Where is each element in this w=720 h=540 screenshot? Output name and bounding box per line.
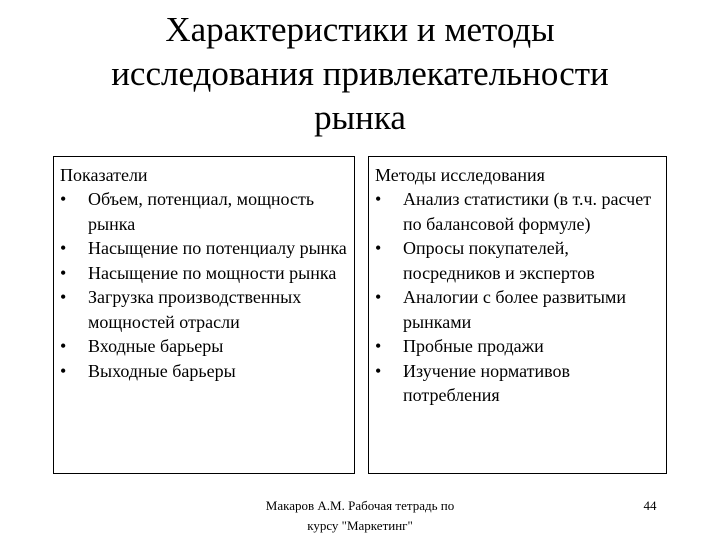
indicators-list xyxy=(60,187,354,383)
list-item xyxy=(60,236,354,261)
list-item-text: Объем, потенциал, мощность рынка xyxy=(88,189,315,234)
list-item-text: Насыщение по потенциалу рынка xyxy=(88,238,347,258)
slide-title xyxy=(60,8,660,140)
bullet-icon: • xyxy=(375,238,382,258)
indicators-heading: Показатели xyxy=(60,165,148,185)
list-item xyxy=(60,261,354,286)
list-item xyxy=(60,334,354,359)
list-item-text: Входные барьеры xyxy=(88,336,224,356)
bullet-icon: • xyxy=(375,360,382,381)
methods-box xyxy=(368,156,667,474)
list-item-text: Анализ статистики (в т.ч. расчет по балансовой формуле) xyxy=(403,189,652,234)
bullet-icon: • xyxy=(60,189,67,209)
list-item xyxy=(375,236,666,285)
methods-list xyxy=(375,187,666,408)
list-item-text: Пробные продажи xyxy=(403,336,544,356)
methods-heading: Методы исследования xyxy=(375,165,545,185)
list-item-text: Загрузка производственных мощностей отрасли xyxy=(88,287,302,332)
bullet-icon: • xyxy=(60,360,67,381)
list-item xyxy=(60,359,354,384)
list-item-text: Изучение нормативов потребления xyxy=(403,360,571,405)
bullet-icon: • xyxy=(60,262,67,283)
slide-title-line: Характеристики и методы xyxy=(165,10,555,49)
bullet-icon: • xyxy=(60,238,67,258)
list-item-text: Выходные барьеры xyxy=(88,360,236,381)
slide-title-line: исследования привлекательности xyxy=(111,54,609,93)
list-item-text: Аналогии с более развитыми рынками xyxy=(403,287,626,332)
indicators-box xyxy=(53,156,355,474)
footer-caption xyxy=(240,496,480,536)
list-item xyxy=(375,285,666,334)
bullet-icon: • xyxy=(375,287,382,307)
list-item xyxy=(375,187,666,236)
list-item-text: Опросы покупателей, посредников и экспертов xyxy=(403,238,595,283)
page-number: 44 xyxy=(643,498,657,513)
list-item-text: Насыщение по мощности рынка xyxy=(88,262,337,283)
list-item xyxy=(375,334,666,359)
list-item xyxy=(60,187,354,236)
footer-line: Макаров А.М. Рабочая тетрадь по xyxy=(265,498,455,513)
slide-title-line: рынка xyxy=(314,98,406,137)
bullet-icon: • xyxy=(375,189,382,209)
bullet-icon: • xyxy=(60,336,67,356)
bullet-icon: • xyxy=(375,336,382,356)
list-item xyxy=(60,285,354,334)
list-item xyxy=(375,359,666,408)
footer-line: курсу "Маркетинг" xyxy=(307,518,413,533)
bullet-icon: • xyxy=(60,287,67,307)
